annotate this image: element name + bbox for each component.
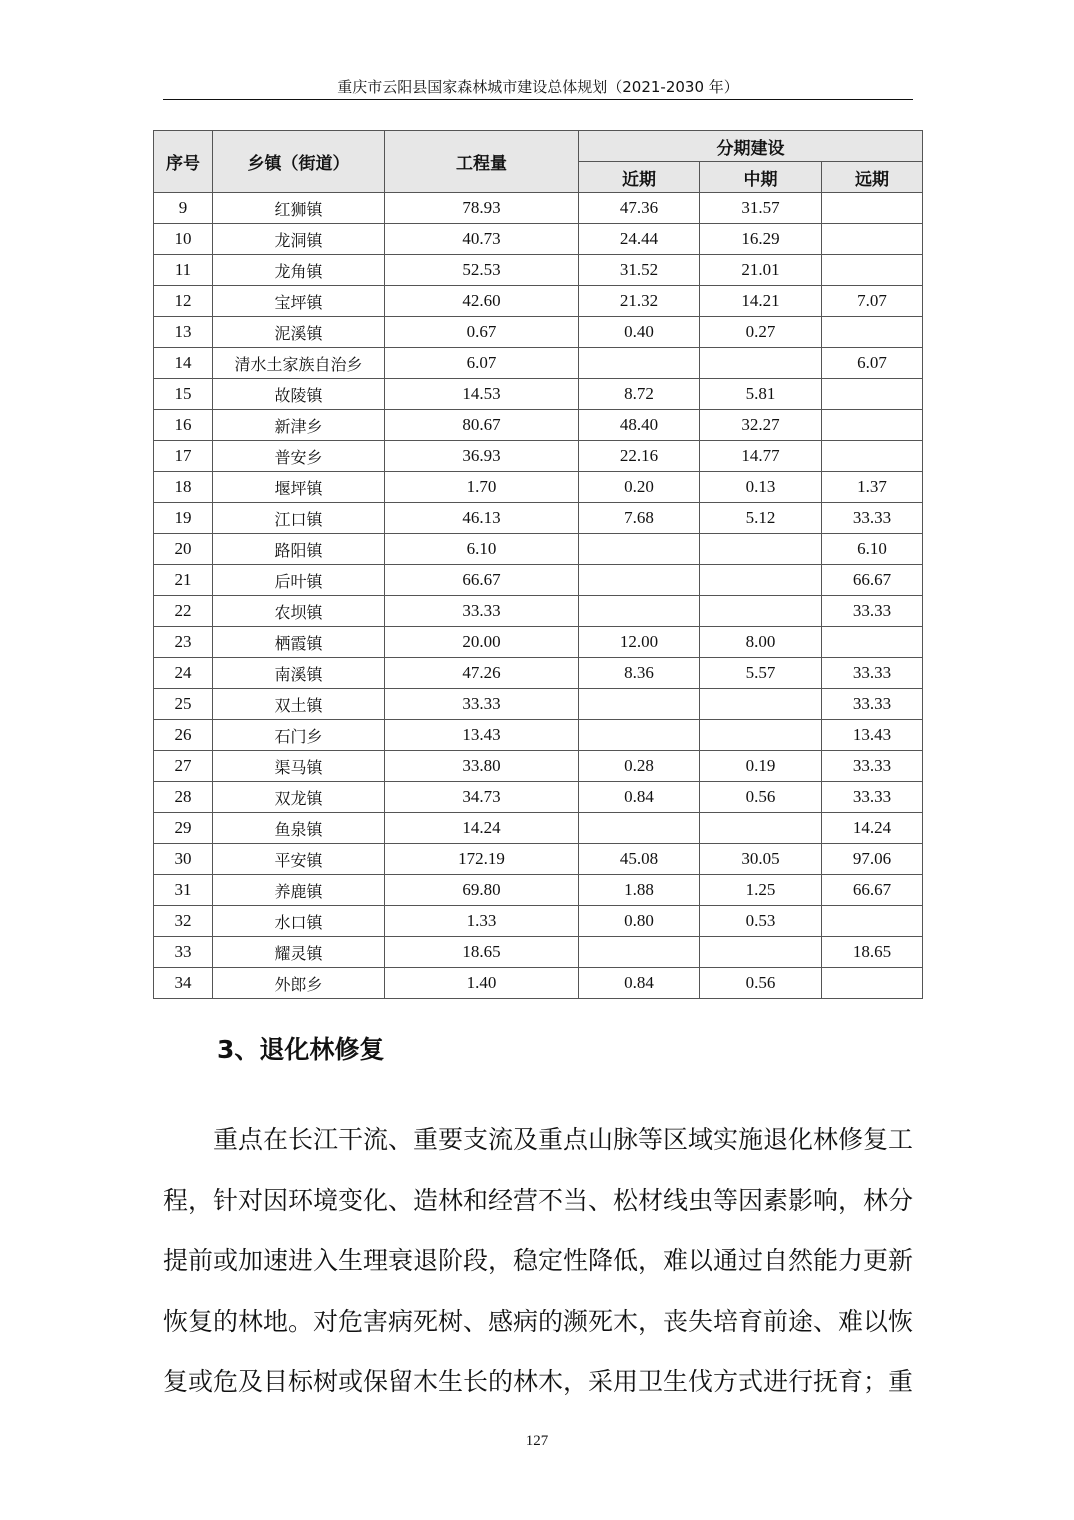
- cell-town: 泥溪镇: [213, 317, 385, 348]
- cell-amount: 33.33: [385, 689, 579, 720]
- cell-far: 66.67: [822, 875, 923, 906]
- cell-amount: 34.73: [385, 782, 579, 813]
- cell-town: 双土镇: [213, 689, 385, 720]
- table-row: [154, 751, 923, 782]
- cell-mid: 0.53: [700, 906, 822, 937]
- cell-town: 栖霞镇: [213, 627, 385, 658]
- cell-seq: 24: [154, 658, 213, 689]
- cell-town: 水口镇: [213, 906, 385, 937]
- cell-near: [579, 565, 700, 596]
- cell-mid: [700, 565, 822, 596]
- cell-amount: 172.19: [385, 844, 579, 875]
- cell-far: 14.24: [822, 813, 923, 844]
- cell-far: 1.37: [822, 472, 923, 503]
- cell-far: 18.65: [822, 937, 923, 968]
- cell-amount: 47.26: [385, 658, 579, 689]
- cell-mid: 0.56: [700, 782, 822, 813]
- cell-seq: 26: [154, 720, 213, 751]
- cell-seq: 30: [154, 844, 213, 875]
- cell-town: 农坝镇: [213, 596, 385, 627]
- cell-amount: 36.93: [385, 441, 579, 472]
- cell-town: 鱼泉镇: [213, 813, 385, 844]
- cell-mid: [700, 596, 822, 627]
- cell-far: 6.07: [822, 348, 923, 379]
- section-heading: 3、退化林修复: [217, 1035, 385, 1064]
- table-row: [154, 720, 923, 751]
- table-row: [154, 472, 923, 503]
- cell-amount: 18.65: [385, 937, 579, 968]
- cell-far: 33.33: [822, 782, 923, 813]
- cell-near: 0.84: [579, 782, 700, 813]
- cell-near: [579, 689, 700, 720]
- cell-mid: [700, 348, 822, 379]
- cell-mid: 0.13: [700, 472, 822, 503]
- cell-far: 6.10: [822, 534, 923, 565]
- running-header: 重庆市云阳县国家森林城市建设总体规划（2021-2030 年）: [337, 78, 739, 96]
- cell-near: [579, 348, 700, 379]
- cell-mid: 14.21: [700, 286, 822, 317]
- construction-table: [153, 130, 923, 999]
- cell-far: 33.33: [822, 658, 923, 689]
- table-row: [154, 968, 923, 999]
- cell-near: 1.88: [579, 875, 700, 906]
- cell-near: 47.36: [579, 193, 700, 224]
- header-town: 乡镇（街道）: [213, 131, 385, 193]
- cell-town: 后叶镇: [213, 565, 385, 596]
- cell-near: 8.72: [579, 379, 700, 410]
- table-row: [154, 286, 923, 317]
- table-row: [154, 689, 923, 720]
- cell-mid: 5.12: [700, 503, 822, 534]
- table-row: [154, 224, 923, 255]
- cell-seq: 12: [154, 286, 213, 317]
- cell-mid: 1.25: [700, 875, 822, 906]
- body-paragraph: 重点在长江干流、重要支流及重点山脉等区域实施退化林修复工程，针对因环境变化、造林和经营不当、松材线虫等因素影响，林分提前或加速进入生理衰退阶段，稳定性降低，难以通过自然能力更新恢复的林地。对危害病死树、感病的濒死木，丧失培育前途、难以恢复或危及目标树或保留木生长的林木，采用卫生伐方式进行抚育；重: [163, 1125, 914, 1396]
- cell-amount: 14.53: [385, 379, 579, 410]
- table-row: [154, 844, 923, 875]
- cell-amount: 69.80: [385, 875, 579, 906]
- cell-far: 66.67: [822, 565, 923, 596]
- cell-mid: [700, 534, 822, 565]
- cell-seq: 17: [154, 441, 213, 472]
- cell-amount: 40.73: [385, 224, 579, 255]
- cell-amount: 20.00: [385, 627, 579, 658]
- cell-far: [822, 255, 923, 286]
- page-number: 127: [525, 1433, 549, 1449]
- cell-near: 22.16: [579, 441, 700, 472]
- cell-mid: 0.27: [700, 317, 822, 348]
- cell-amount: 14.24: [385, 813, 579, 844]
- cell-seq: 9: [154, 193, 213, 224]
- cell-near: 0.80: [579, 906, 700, 937]
- cell-far: 7.07: [822, 286, 923, 317]
- cell-near: 0.20: [579, 472, 700, 503]
- cell-seq: 29: [154, 813, 213, 844]
- cell-mid: [700, 937, 822, 968]
- cell-seq: 21: [154, 565, 213, 596]
- cell-far: 13.43: [822, 720, 923, 751]
- cell-near: 21.32: [579, 286, 700, 317]
- cell-mid: 31.57: [700, 193, 822, 224]
- cell-near: 0.28: [579, 751, 700, 782]
- table-row: [154, 906, 923, 937]
- table-row: [154, 782, 923, 813]
- cell-town: 新津乡: [213, 410, 385, 441]
- cell-near: [579, 534, 700, 565]
- cell-mid: 5.81: [700, 379, 822, 410]
- cell-far: [822, 224, 923, 255]
- cell-amount: 33.33: [385, 596, 579, 627]
- cell-amount: 1.70: [385, 472, 579, 503]
- cell-mid: [700, 720, 822, 751]
- cell-seq: 14: [154, 348, 213, 379]
- cell-seq: 34: [154, 968, 213, 999]
- cell-far: 33.33: [822, 689, 923, 720]
- table-row: [154, 441, 923, 472]
- cell-town: 双龙镇: [213, 782, 385, 813]
- table-body: [154, 193, 923, 999]
- cell-mid: 0.19: [700, 751, 822, 782]
- cell-far: [822, 410, 923, 441]
- cell-far: 33.33: [822, 596, 923, 627]
- table-row: [154, 596, 923, 627]
- cell-mid: 30.05: [700, 844, 822, 875]
- cell-seq: 27: [154, 751, 213, 782]
- cell-far: 33.33: [822, 751, 923, 782]
- cell-town: 养鹿镇: [213, 875, 385, 906]
- cell-amount: 6.10: [385, 534, 579, 565]
- cell-amount: 42.60: [385, 286, 579, 317]
- cell-far: [822, 193, 923, 224]
- cell-far: 97.06: [822, 844, 923, 875]
- table-row: [154, 410, 923, 441]
- table-row: [154, 813, 923, 844]
- header-amount: 工程量: [385, 131, 579, 193]
- cell-town: 故陵镇: [213, 379, 385, 410]
- cell-seq: 10: [154, 224, 213, 255]
- header-mid: 中期: [700, 162, 822, 193]
- cell-amount: 1.33: [385, 906, 579, 937]
- cell-near: 7.68: [579, 503, 700, 534]
- cell-seq: 31: [154, 875, 213, 906]
- cell-mid: 32.27: [700, 410, 822, 441]
- cell-town: 石门乡: [213, 720, 385, 751]
- cell-near: 24.44: [579, 224, 700, 255]
- table-row: [154, 534, 923, 565]
- table-row: [154, 255, 923, 286]
- header-rule: [163, 99, 913, 100]
- cell-far: [822, 441, 923, 472]
- table-row: [154, 565, 923, 596]
- cell-amount: 52.53: [385, 255, 579, 286]
- cell-seq: 18: [154, 472, 213, 503]
- table-row: [154, 937, 923, 968]
- cell-town: 红狮镇: [213, 193, 385, 224]
- cell-seq: 22: [154, 596, 213, 627]
- cell-near: [579, 596, 700, 627]
- table-row: [154, 875, 923, 906]
- table-row: [154, 503, 923, 534]
- cell-amount: 1.40: [385, 968, 579, 999]
- cell-near: 0.40: [579, 317, 700, 348]
- cell-far: [822, 317, 923, 348]
- cell-amount: 6.07: [385, 348, 579, 379]
- cell-far: 33.33: [822, 503, 923, 534]
- cell-mid: [700, 813, 822, 844]
- cell-seq: 23: [154, 627, 213, 658]
- cell-amount: 78.93: [385, 193, 579, 224]
- cell-amount: 0.67: [385, 317, 579, 348]
- cell-seq: 16: [154, 410, 213, 441]
- table-row: [154, 627, 923, 658]
- cell-far: [822, 968, 923, 999]
- cell-town: 平安镇: [213, 844, 385, 875]
- header-phased: 分期建设: [579, 131, 923, 162]
- cell-town: 耀灵镇: [213, 937, 385, 968]
- cell-town: 普安乡: [213, 441, 385, 472]
- cell-town: 路阳镇: [213, 534, 385, 565]
- cell-mid: [700, 689, 822, 720]
- cell-far: [822, 379, 923, 410]
- cell-amount: 66.67: [385, 565, 579, 596]
- cell-town: 宝坪镇: [213, 286, 385, 317]
- cell-seq: 15: [154, 379, 213, 410]
- table-row: [154, 317, 923, 348]
- cell-mid: 8.00: [700, 627, 822, 658]
- cell-near: [579, 813, 700, 844]
- cell-near: [579, 937, 700, 968]
- table-row: [154, 348, 923, 379]
- cell-town: 龙洞镇: [213, 224, 385, 255]
- cell-far: [822, 906, 923, 937]
- header-seq: 序号: [154, 131, 213, 193]
- cell-near: [579, 720, 700, 751]
- cell-amount: 33.80: [385, 751, 579, 782]
- cell-near: 31.52: [579, 255, 700, 286]
- cell-amount: 13.43: [385, 720, 579, 751]
- cell-near: 12.00: [579, 627, 700, 658]
- cell-near: 0.84: [579, 968, 700, 999]
- cell-town: 外郎乡: [213, 968, 385, 999]
- cell-seq: 32: [154, 906, 213, 937]
- cell-near: 45.08: [579, 844, 700, 875]
- table-row: [154, 658, 923, 689]
- cell-town: 清水土家族自治乡: [213, 348, 385, 379]
- cell-seq: 28: [154, 782, 213, 813]
- cell-seq: 25: [154, 689, 213, 720]
- cell-town: 江口镇: [213, 503, 385, 534]
- table-row: [154, 193, 923, 224]
- cell-mid: 16.29: [700, 224, 822, 255]
- header-near: 近期: [579, 162, 700, 193]
- cell-mid: 0.56: [700, 968, 822, 999]
- cell-near: 48.40: [579, 410, 700, 441]
- cell-mid: 21.01: [700, 255, 822, 286]
- cell-amount: 80.67: [385, 410, 579, 441]
- cell-seq: 33: [154, 937, 213, 968]
- cell-town: 南溪镇: [213, 658, 385, 689]
- cell-seq: 20: [154, 534, 213, 565]
- cell-town: 堰坪镇: [213, 472, 385, 503]
- table-row: [154, 379, 923, 410]
- cell-town: 渠马镇: [213, 751, 385, 782]
- cell-mid: 14.77: [700, 441, 822, 472]
- cell-seq: 19: [154, 503, 213, 534]
- cell-seq: 13: [154, 317, 213, 348]
- cell-town: 龙角镇: [213, 255, 385, 286]
- cell-seq: 11: [154, 255, 213, 286]
- cell-far: [822, 627, 923, 658]
- cell-amount: 46.13: [385, 503, 579, 534]
- cell-mid: 5.57: [700, 658, 822, 689]
- header-far: 远期: [822, 162, 923, 193]
- cell-near: 8.36: [579, 658, 700, 689]
